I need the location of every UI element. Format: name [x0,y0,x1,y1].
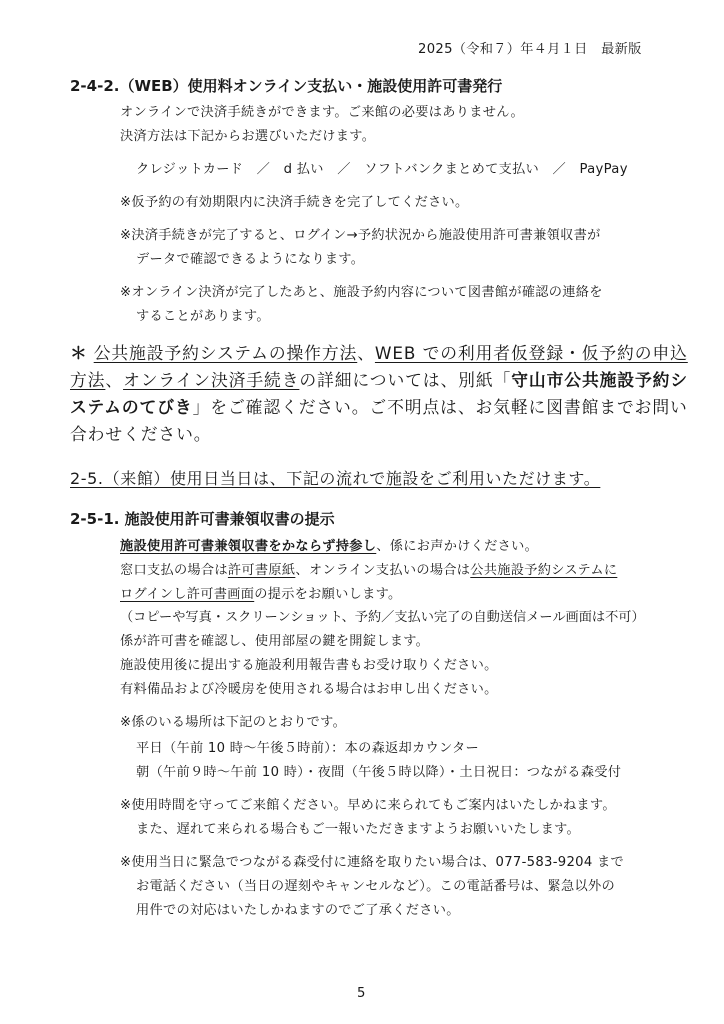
s251-line1 [120,535,538,554]
s242-note3-b: することがあります。 [136,309,270,324]
star-sep: 、 [357,343,375,363]
section-2-4-2-title: 2-4-2.（WEB）使用料オンライン支払い・施設使用許可書発行 [70,77,503,95]
star-line-2 [70,367,688,391]
star-line-1 [70,340,688,364]
s242-note1: ※仮予約の有効期限内に決済手続きを完了してください。 [120,195,469,210]
asterisk-mark: ＊ [70,343,88,363]
s251-note2-a: ※使用時間を守ってご来館ください。早めに来られてもご案内はいたしかねます。 [120,798,616,813]
s242-note3-a: ※オンライン決済が完了したあと、施設予約内容について図書館が確認の連絡を [120,285,603,300]
s251-note1-weekday: 平日（午前 10 時〜午後５時前）：本の森返却カウンター [136,741,479,756]
s251-note1: ※係のいる場所は下記のとおりです。 [120,715,347,730]
section-2-5-title: 2-5.（来館）使用日当日は、下記の流れで施設をご利用いただけます。 [70,469,601,488]
s242-line2: 決済方法は下記からお選びいただけます。 [120,129,376,144]
s251-line1-rest: 、係にお声かけください。 [376,539,539,554]
s251-line4: （コピーや写真・スクリーンショット、予約／支払い完了の自動送信メール画面は不可） [120,610,645,625]
star-detail-text: の詳細については、別紙「 [299,370,512,390]
s251-note1-other: 朝（午前９時〜午前 10 時）・夜間（午後５時以降）・土日祝日：つながる森受付 [136,765,622,780]
payment-methods: クレジットカード ／ d 払い ／ ソフトバンクまとめて支払い ／ PayPay [136,162,628,177]
guide-title-b: ステムのてびき [70,397,193,417]
page-number: 5 [357,986,366,1001]
s251-note2-b: また、遅れて来られる場合もご一報いただきますようお願いいたします。 [136,822,581,837]
guide-title-a: 守山市公共施設予約シ [511,370,689,390]
s242-note2-b: データで確認できるようになります。 [136,252,365,267]
s242-line1: オンラインで決済手続きができます。ご来館の必要はありません。 [120,105,524,120]
reservation-system-text: 公共施設予約システムに [470,563,618,578]
method-text: 方法 [70,370,106,390]
s251-l2-t2: 、オンライン支払いの場合は [295,563,471,578]
s251-line2 [120,559,617,578]
star-line-4: 合わせください。 [70,424,212,444]
s251-l2-t1: 窓口支払の場合は [120,563,228,578]
system-operation-link-text: 公共施設予約システムの操作方法 [93,343,358,363]
permit-original-text: 許可書原紙 [227,563,296,578]
star-line-3 [70,394,688,418]
s251-note3-a: ※使用当日に緊急でつながる森受付に連絡を取りたい場合は、077-583-9204 まで [120,855,624,870]
online-payment-text: オンライン決済手続き [123,370,300,390]
s251-line7: 有料備品および冷暖房を使用される場合はお申し出ください。 [120,682,498,697]
header-date: 2025（令和７）年４月１日 最新版 [418,42,642,57]
s251-note3-c: 用件での対応はいたしかねますのでご了承ください。 [136,903,460,918]
s251-line6: 施設使用後に提出する施設利用報告書もお受け取りください。 [120,658,498,673]
bring-permit-text: 施設使用許可書兼領収書をかならず持参し [120,539,377,554]
web-registration-text: WEB での利用者仮登録・仮予約の申込 [374,343,688,363]
s242-note2-a: ※決済手続きが完了すると、ログイン→予約状況から施設使用許可書兼領収書が [120,228,601,243]
star-sep-2: 、 [105,370,124,390]
s251-l3-rest: の提示をお願いします。 [254,587,402,602]
login-permit-screen-text: ログインし許可書画面 [120,587,255,602]
star-confirm-text: 」をご確認ください。ご不明点は、お気軽に図書館までお問い [192,397,688,417]
s251-line5: 係が許可書を確認し、使用部屋の鍵を開錠します。 [120,634,430,649]
s251-line3 [120,583,402,602]
s251-note3-b: お電話ください（当日の遅刻やキャンセルなど）。この電話番号は、緊急以外の [136,879,615,894]
section-2-5-1-title: 2-5-1. 施設使用許可書兼領収書の提示 [70,510,335,528]
